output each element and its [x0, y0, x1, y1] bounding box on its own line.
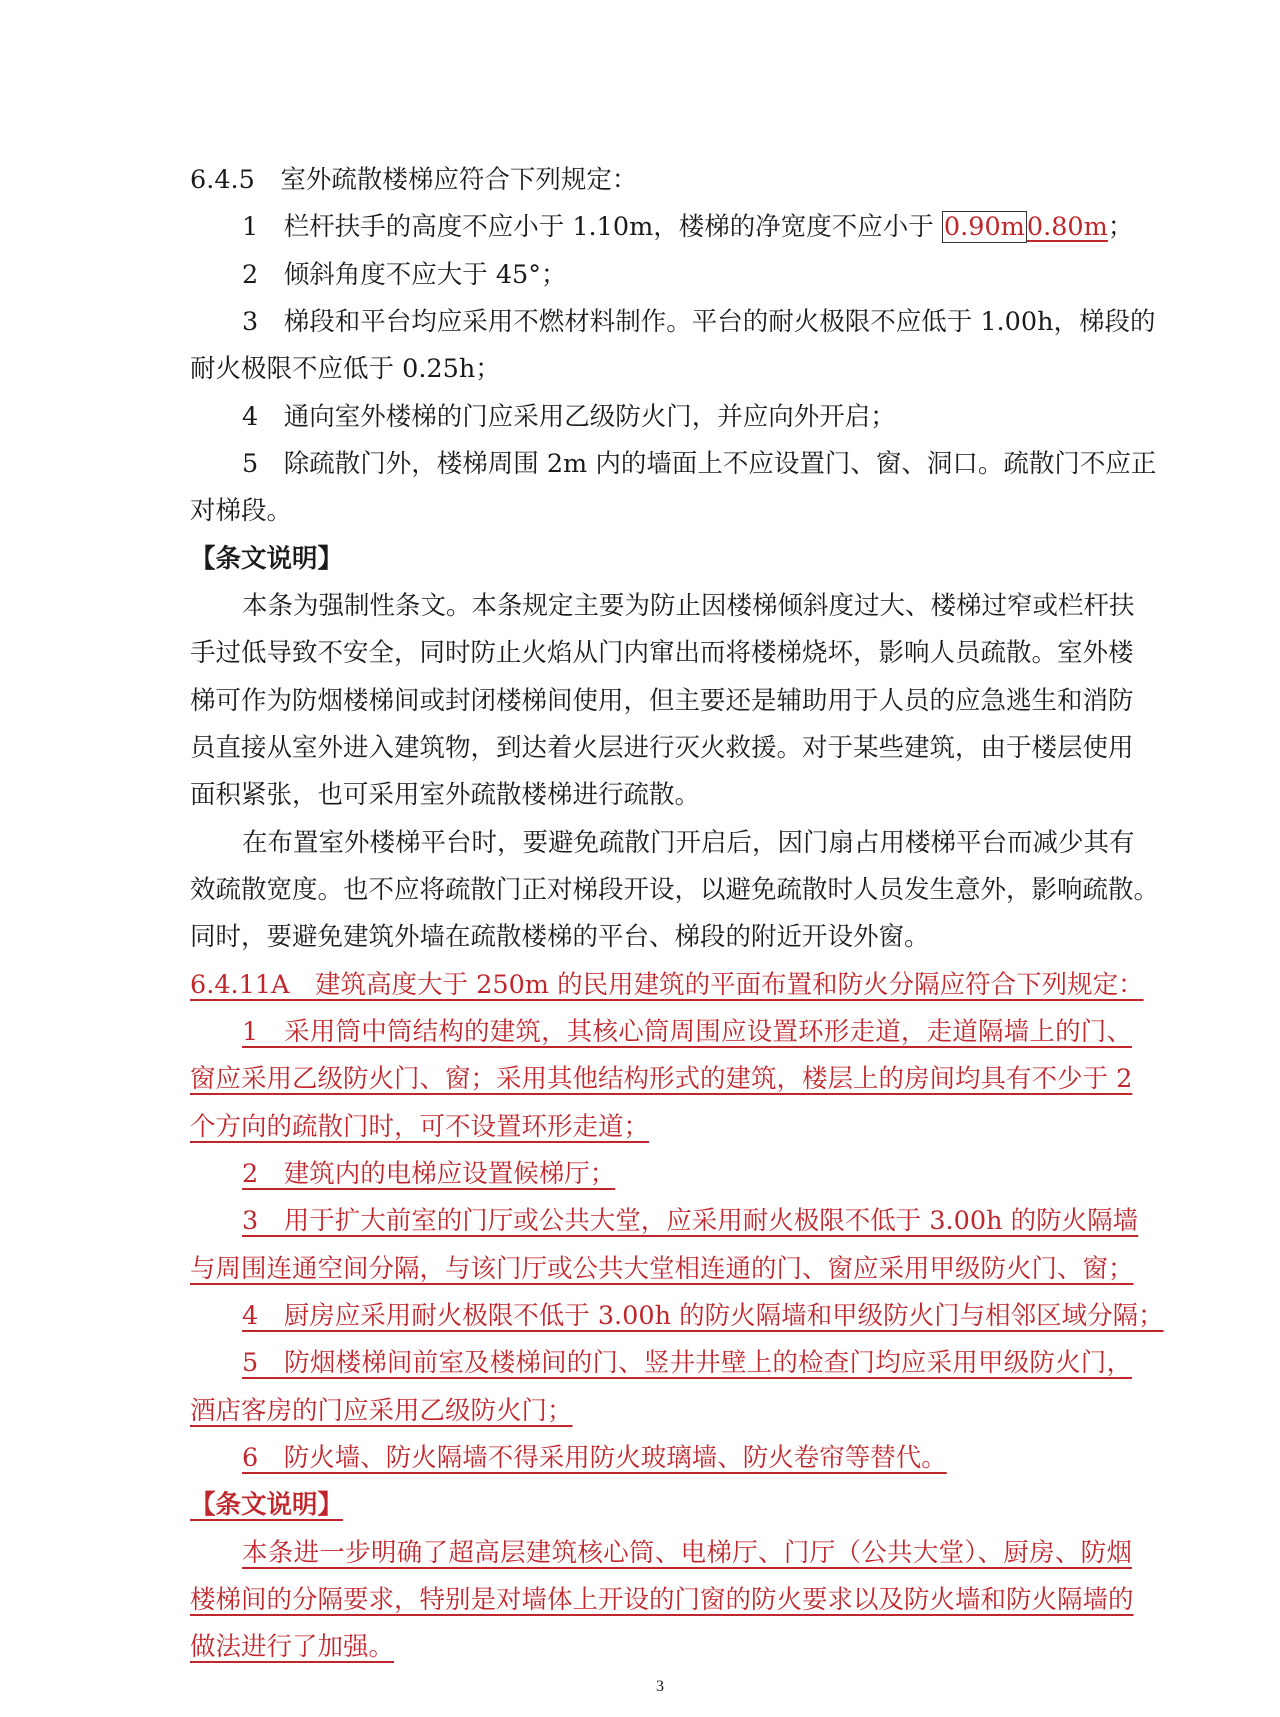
clause-item: 5 除疏散门外，楼梯周围 2m 内的墙面上不应设置门、窗、洞口。疏散门不应正 [242, 449, 1157, 479]
explanation-line: 同时，要避免建筑外墙在疏散楼梯的平台、梯段的附近开设外窗。 [190, 922, 930, 952]
item-text: 1 栏杆扶手的高度不应小于 1.10m，楼梯的净宽度不应小于 [242, 212, 942, 242]
inserted-explanation-line: 做法进行了加强。 [190, 1632, 395, 1662]
inserted-item: 2 建筑内的电梯应设置候梯厅； [242, 1159, 616, 1189]
explanation-line: 效疏散宽度。也不应将疏散门正对梯段开设，以避免疏散时人员发生意外，影响疏散。 [190, 875, 1160, 905]
explanation-line: 手过低导致不安全，同时防止火焰从门内窜出而将楼梯烧坏，影响人员疏散。室外楼 [190, 638, 1134, 668]
explanation-line: 梯可作为防烟楼梯间或封闭楼梯间使用，但主要还是辅助用于人员的应急逃生和消防 [190, 686, 1134, 716]
explanation-line: 本条为强制性条文。本条规定主要为防止因楼梯倾斜度过大、楼梯过窄或栏杆扶 [242, 591, 1135, 621]
inserted-explanation-line: 楼梯间的分隔要求，特别是对墙体上开设的门窗的防火要求以及防火墙和防火隔墙的 [190, 1585, 1134, 1615]
explanation-label-inserted: 【条文说明】 [190, 1490, 344, 1520]
clause-item-cont: 耐火极限不应低于 0.25h； [190, 354, 501, 384]
inserted-item: 3 用于扩大前室的门厅或公共大堂，应采用耐火极限不低于 3.00h 的防火隔墙 [242, 1206, 1139, 1236]
inserted-explanation-line: 本条进一步明确了超高层建筑核心筒、电梯厅、门厅（公共大堂）、厨房、防烟 [242, 1538, 1132, 1568]
explanation-line: 面积紧张，也可采用室外疏散楼梯进行疏散。 [190, 780, 701, 810]
inserted-value: 0.80m [1026, 212, 1108, 242]
inserted-item: 4 厨房应采用耐火极限不低于 3.00h 的防火隔墙和甲级防火门与相邻区域分隔； [242, 1301, 1164, 1331]
clause-item: 2 倾斜角度不应大于 45°； [242, 260, 567, 290]
clause-heading: 6.4.5 室外疏散楼梯应符合下列规定： [190, 165, 638, 195]
inserted-item: 1 采用筒中筒结构的建筑，其核心筒周围应设置环形走道，走道隔墙上的门、 [242, 1017, 1132, 1047]
clause-item: 4 通向室外楼梯的门应采用乙级防火门，并应向外开启； [242, 402, 896, 432]
explanation-line: 在布置室外楼梯平台时，要避免疏散门开启后，因门扇占用楼梯平台而减少其有 [242, 828, 1135, 858]
clause-item [190, 207, 1132, 247]
clause-item-cont: 对梯段。 [190, 496, 293, 526]
inserted-item: 6 防火墙、防火隔墙不得采用防火玻璃墙、防火卷帘等替代。 [242, 1443, 947, 1473]
deleted-value: 0.90m [943, 212, 1025, 242]
inserted-item-cont: 酒店客房的门应采用乙级防火门； [190, 1396, 573, 1426]
inserted-item-cont: 个方向的疏散门时，可不设置环形走道； [190, 1112, 650, 1142]
clause-heading-inserted: 6.4.11A 建筑高度大于 250m 的民用建筑的平面布置和防火分隔应符合下列规定： [190, 970, 1144, 1000]
inserted-item-cont: 窗应采用乙级防火门、窗；采用其他结构形式的建筑，楼层上的房间均具有不少于 2 [190, 1064, 1133, 1094]
explanation-label: 【条文说明】 [190, 544, 344, 574]
explanation-line: 员直接从室外进入建筑物，到达着火层进行灭火救援。对于某些建筑，由于楼层使用 [190, 733, 1134, 763]
page-number: 3 [656, 1678, 664, 1695]
clause-item: 3 梯段和平台均应采用不燃材料制作。平台的耐火极限不应低于 1.00h，梯段的 [242, 307, 1156, 337]
item-text-end: ； [1107, 212, 1134, 242]
inserted-item: 5 防烟楼梯间前室及楼梯间的门、竖井井壁上的检查门均应采用甲级防火门， [242, 1348, 1132, 1378]
inserted-item-cont: 与周围连通空间分隔，与该门厅或公共大堂相连通的门、窗应采用甲级防火门、窗； [190, 1254, 1134, 1284]
